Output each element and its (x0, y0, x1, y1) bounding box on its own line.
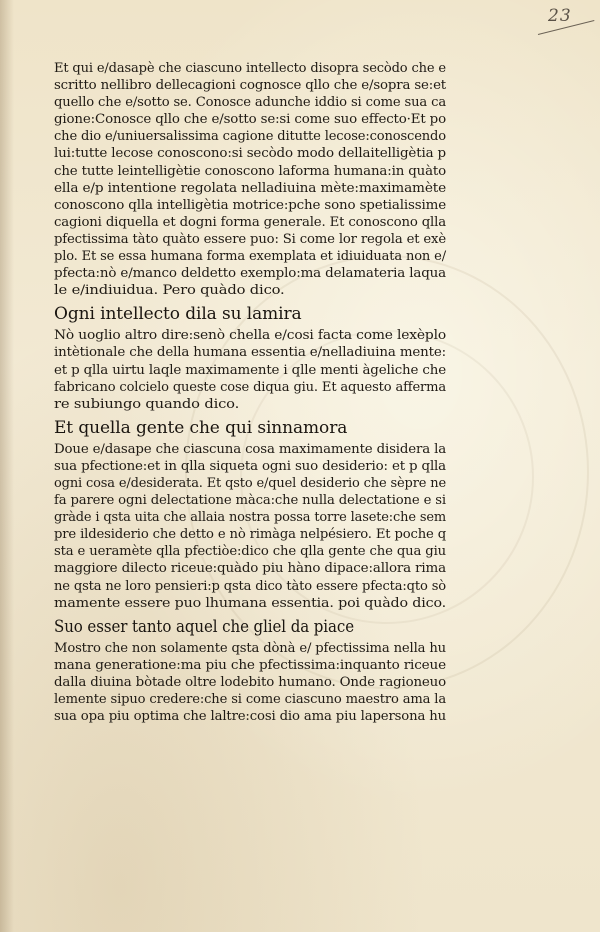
text-line: Doue e/dasape che ciascuna cosa maximamente disidera la (54, 441, 446, 457)
text-line: Nò uoglio altro dire:senò chella e/cosi facta come lexèplo (54, 328, 446, 344)
text-line: ogni cosa e/desiderata. Et qsto e/quel desiderio che sèpre ne (54, 475, 446, 491)
text-line: pfectissima tàto quàto essere puo: Si come lor regola et exè (54, 231, 446, 247)
text-line: fa parere ogni delectatione màca:che nulla delectatione e si (54, 493, 446, 509)
text-line: le e/indiuidua. Pero quàdo dico. (54, 283, 285, 299)
text-line: sua pfectione:et in qlla siqueta ogni suo desiderio: et p qlla (54, 458, 447, 474)
text-line: pre ildesiderio che detto e nò rimàga nelpésiero. Et poche q (54, 527, 446, 543)
text-line: cagioni diquella et dogni forma generale. Et conoscono qlla (54, 214, 446, 230)
text-line: maggiore dilecto riceue:quàdo piu hàno dipace:allora rima (54, 561, 446, 577)
text-line: conoscono qlla intelligètia motrice:pche sono spetialissime (54, 197, 447, 213)
text-line: scritto nellibro dellecagioni cognosce qllo che e/sopra se:et (54, 78, 447, 94)
folio-number: 23 (548, 6, 572, 26)
text-line: ne qsta ne loro pensieri:p qsta dico tàto essere pfecta:qto sò (54, 578, 447, 594)
section-heading: Ogni intellecto dila su lamira (54, 304, 302, 325)
text-line: sua opa piu optima che laltre:cosi dio ama piu lapersona hu (54, 709, 446, 725)
text-line: gràde i qsta uita che allaia nostra possa torre lasete:che sem (54, 510, 446, 526)
text-line: sta e ueramète qlla pfectiòe:dico che qlla gente che qua giu (54, 544, 446, 560)
text-line: Et qui e/dasapè che ciascuno intellecto disopra secòdo che e (54, 61, 446, 76)
text-line: che tutte leintelligètie conoscono laforma humana:in quàto (54, 163, 447, 179)
text-line: quello che e/sotto se. Conosce adunche iddio si come sua ca (54, 95, 447, 111)
text-line: fabricano colcielo queste cose diqua giu. Et aquesto afferma (54, 379, 446, 395)
text-line: lui:tutte lecose conoscono:si secòdo modo dellaitelligètia p (54, 146, 446, 162)
text-line: gione:Conosce qllo che e/sotto se:si come suo effecto·Et po (54, 112, 446, 128)
text-line: ella e/p intentione regolata nelladiuina mète:maximamète (54, 180, 446, 196)
text-line: che dio e/uniuersalissima cagione ditutte lecose:conoscendo (54, 129, 447, 145)
binding-shadow (0, 0, 14, 932)
text-line: intètionale che della humana essentia e/nelladiuina mente: (54, 345, 446, 361)
text-line: re subiungo quando dico. (54, 396, 240, 412)
text-line: mana generatione:ma piu che pfectissima:inquanto riceue (54, 657, 446, 673)
section-heading: Et quella gente che qui sinnamora (54, 417, 348, 438)
text-line: mamente essere puo lhumana essentia. poi quàdo dico. (54, 595, 447, 611)
text-line: Mostro che non solamente qsta dònà e/ pfectissima nella hu (54, 640, 446, 656)
text-line: plo. Et se essa humana forma exemplata et idiuiduata non e/ (54, 249, 446, 265)
text-line: et p qlla uirtu laqle maximamente i qlle menti àgeliche che (54, 362, 446, 378)
text-line: dalla diuina bòtade oltre lodebito humano. Onde ragioneuo (54, 674, 446, 690)
text-line: lemente sipuo credere:che si come ciascuno maestro ama la (54, 692, 447, 707)
text-line: pfecta:nò e/manco deldetto exemplo:ma delamateria laqua (54, 266, 446, 282)
text-block (54, 60, 446, 725)
section-heading: Suo esser tanto aquel che gliel da piace (54, 616, 354, 637)
